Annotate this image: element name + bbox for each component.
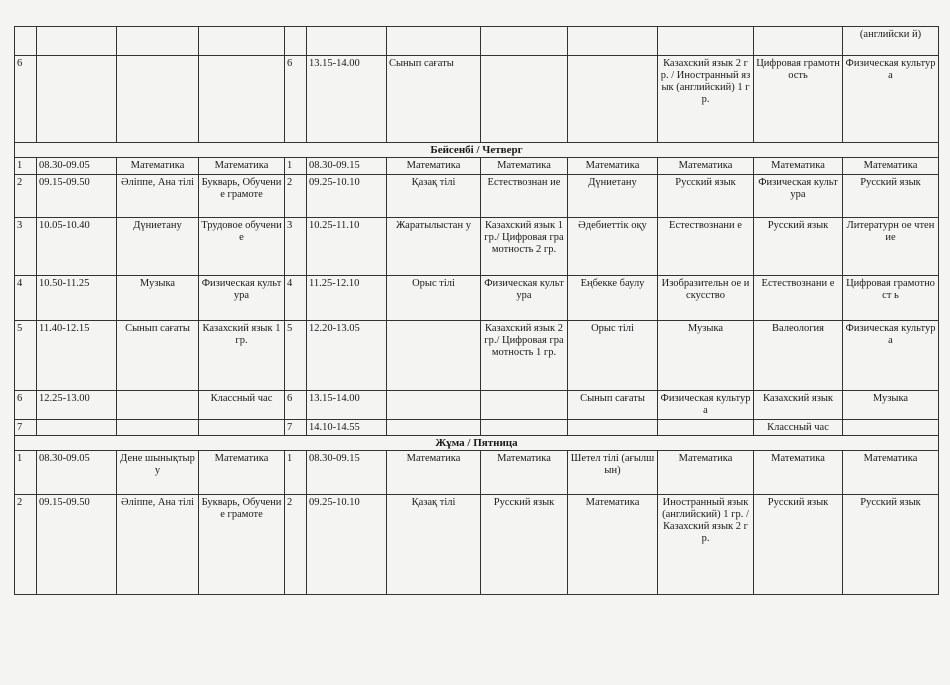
cell: Дүниетану — [568, 175, 658, 218]
day-title-thursday: Бейсенбі / Четверг — [15, 143, 939, 158]
lesson-number: 6 — [285, 56, 307, 143]
cell: Математика — [754, 451, 843, 495]
cell: Букварь, Обучение грамоте — [199, 175, 285, 218]
cell: Русский язык — [843, 175, 939, 218]
cell: Дүниетану — [117, 218, 199, 276]
cell: Орыс тілі — [568, 321, 658, 391]
cell: Еңбекке баулу — [568, 276, 658, 321]
lesson-time: 08.30-09.15 — [307, 451, 387, 495]
schedule-sheet — [14, 26, 938, 595]
cell — [387, 391, 481, 420]
cell: Математика — [481, 158, 568, 175]
cell — [117, 420, 199, 436]
table-row — [15, 495, 939, 595]
cell — [658, 420, 754, 436]
cell: Физическая культура — [843, 56, 939, 143]
cell: Шетел тілі (ағылшын) — [568, 451, 658, 495]
cell — [199, 420, 285, 436]
cell: Классный час — [754, 420, 843, 436]
cell: Қазақ тілі — [387, 495, 481, 595]
lesson-number: 2 — [15, 175, 37, 218]
lesson-time: 08.30-09.05 — [37, 158, 117, 175]
cell: Казахский язык — [754, 391, 843, 420]
cell: Сынып сағаты — [387, 56, 481, 143]
cell: Казахский язык 2 гр./ Цифровая грамотность 1 гр. — [481, 321, 568, 391]
lesson-number: 1 — [285, 451, 307, 495]
cell: Математика — [843, 158, 939, 175]
cell: Математика — [117, 158, 199, 175]
lesson-number: 6 — [15, 56, 37, 143]
lesson-time: 08.30-09.15 — [307, 158, 387, 175]
cell: Музыка — [658, 321, 754, 391]
lesson-time: 09.15-09.50 — [37, 175, 117, 218]
table-row — [15, 276, 939, 321]
lesson-number: 4 — [15, 276, 37, 321]
day-title-friday: Жұма / Пятница — [15, 436, 939, 451]
cell: Цифровая грамотность — [754, 56, 843, 143]
cell: Естествознани е — [658, 218, 754, 276]
table-row — [15, 391, 939, 420]
cell: Букварь, Обучение грамоте — [199, 495, 285, 595]
cell: Әдебиеттік оқу — [568, 218, 658, 276]
cell: Физическая культура — [658, 391, 754, 420]
cell: Трудовое обучение — [199, 218, 285, 276]
lesson-time: 09.25-10.10 — [307, 175, 387, 218]
cell: Математика — [568, 158, 658, 175]
day-header-row — [15, 436, 939, 451]
cell: Классный час — [199, 391, 285, 420]
lesson-time: 11.40-12.15 — [37, 321, 117, 391]
cell: Математика — [481, 451, 568, 495]
cell: Қазақ тілі — [387, 175, 481, 218]
cell: Физическая культура — [199, 276, 285, 321]
schedule-table — [14, 26, 939, 595]
cell: Дене шынықтыр у — [117, 451, 199, 495]
lesson-number: 4 — [285, 276, 307, 321]
cell: Естествознани е — [754, 276, 843, 321]
cell — [387, 321, 481, 391]
lesson-time: 10.50-11.25 — [37, 276, 117, 321]
lesson-number: 5 — [285, 321, 307, 391]
cell: Русский язык — [754, 218, 843, 276]
table-row — [15, 175, 939, 218]
cell: Литературн ое чтение — [843, 218, 939, 276]
cell: Казахский язык 2 гр. / Иностранный язык (английский) 1 гр. — [658, 56, 754, 143]
cell: Математика — [754, 158, 843, 175]
cell: Физическая культура — [481, 276, 568, 321]
lesson-time — [37, 420, 117, 436]
lesson-number: 2 — [285, 175, 307, 218]
lesson-number: 7 — [15, 420, 37, 436]
lesson-time: 09.25-10.10 — [307, 495, 387, 595]
cell: Русский язык — [754, 495, 843, 595]
lesson-time: 13.15-14.00 — [307, 56, 387, 143]
table-row — [15, 451, 939, 495]
cell: Изобразительн ое искусство — [658, 276, 754, 321]
cell: Математика — [568, 495, 658, 595]
cell: Сынып сағаты — [568, 391, 658, 420]
cell: Математика — [387, 451, 481, 495]
lesson-time: 10.05-10.40 — [37, 218, 117, 276]
table-row — [15, 218, 939, 276]
cell — [387, 420, 481, 436]
lesson-number: 3 — [285, 218, 307, 276]
table-row — [15, 56, 939, 143]
cell: Әліппе, Ана тілі — [117, 495, 199, 595]
lesson-time: 12.25-13.00 — [37, 391, 117, 420]
cell: Математика — [658, 451, 754, 495]
cell: Физическая культура — [754, 175, 843, 218]
cell: Әліппе, Ана тілі — [117, 175, 199, 218]
cell — [843, 420, 939, 436]
cell: Орыс тілі — [387, 276, 481, 321]
cell: Физическая культура — [843, 321, 939, 391]
cell: Цифровая грамотност ь — [843, 276, 939, 321]
cell — [117, 391, 199, 420]
table-row — [15, 27, 939, 56]
lesson-number: 1 — [15, 451, 37, 495]
lesson-time: 14.10-14.55 — [307, 420, 387, 436]
cell: Математика — [843, 451, 939, 495]
lesson-time: 12.20-13.05 — [307, 321, 387, 391]
lesson-time: 13.15-14.00 — [307, 391, 387, 420]
table-row — [15, 420, 939, 436]
cell: Музыка — [117, 276, 199, 321]
cell: Математика — [387, 158, 481, 175]
lesson-number: 7 — [285, 420, 307, 436]
cell: Математика — [199, 451, 285, 495]
cell: Жаратылыстан у — [387, 218, 481, 276]
lesson-time: 08.30-09.05 — [37, 451, 117, 495]
lesson-number: 3 — [15, 218, 37, 276]
cell: Сынып сағаты — [117, 321, 199, 391]
cell: (английски й) — [843, 27, 939, 56]
cell — [568, 420, 658, 436]
day-header-row — [15, 143, 939, 158]
lesson-time: 10.25-11.10 — [307, 218, 387, 276]
cell: Иностранный язык (английский) 1 гр. / Казахский язык 2 гр. — [658, 495, 754, 595]
lesson-time: 11.25-12.10 — [307, 276, 387, 321]
cell — [481, 391, 568, 420]
cell — [481, 420, 568, 436]
lesson-number: 6 — [15, 391, 37, 420]
table-row — [15, 158, 939, 175]
lesson-number: 1 — [285, 158, 307, 175]
cell: Русский язык — [658, 175, 754, 218]
cell: Естествознан ие — [481, 175, 568, 218]
table-row — [15, 321, 939, 391]
lesson-number: 6 — [285, 391, 307, 420]
cell: Казахский язык 1 гр. — [199, 321, 285, 391]
lesson-number: 2 — [15, 495, 37, 595]
cell: Валеология — [754, 321, 843, 391]
cell: Казахский язык 1 гр./ Цифровая грамотность 2 гр. — [481, 218, 568, 276]
lesson-time: 09.15-09.50 — [37, 495, 117, 595]
cell: Музыка — [843, 391, 939, 420]
lesson-number: 2 — [285, 495, 307, 595]
cell: Математика — [199, 158, 285, 175]
lesson-number: 1 — [15, 158, 37, 175]
cell: Русский язык — [481, 495, 568, 595]
cell: Русский язык — [843, 495, 939, 595]
lesson-number: 5 — [15, 321, 37, 391]
cell: Математика — [658, 158, 754, 175]
